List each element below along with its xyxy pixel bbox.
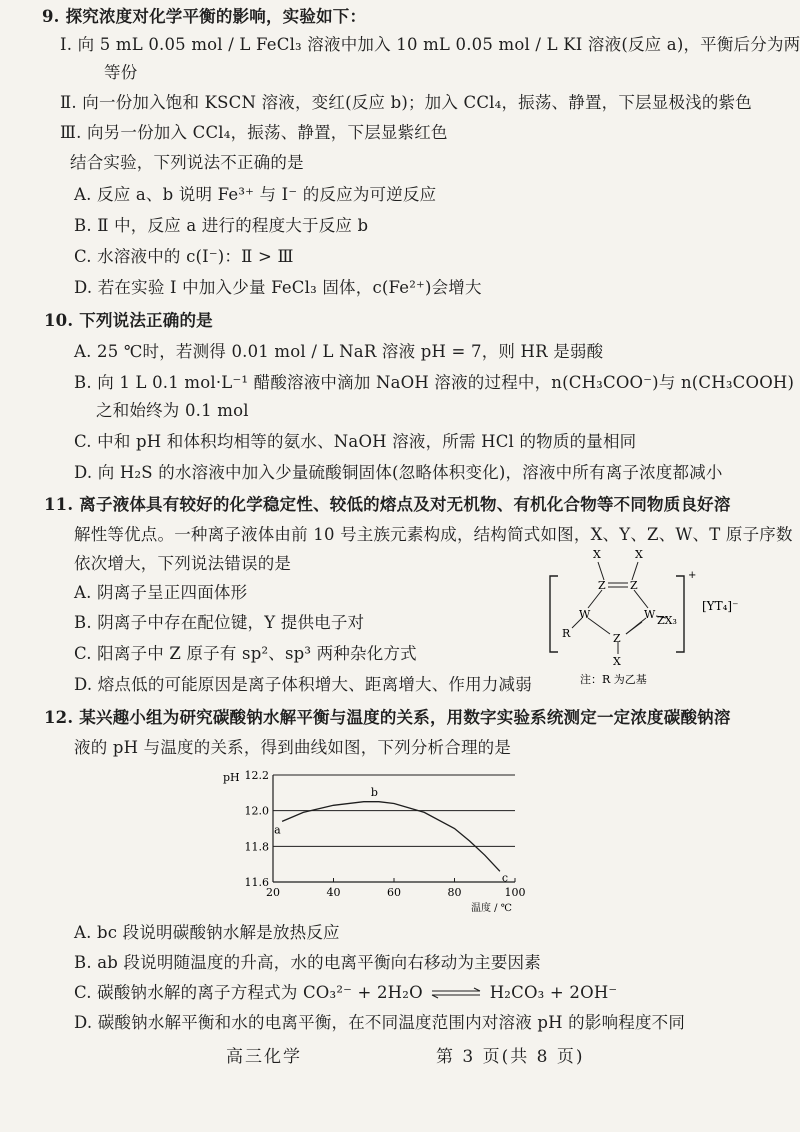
q9-option-c: C. 水溶液中的 c(I⁻)：Ⅱ > Ⅲ (74, 247, 294, 266)
chart-gridlines (273, 775, 515, 885)
equilibrium-arrow-icon (428, 983, 484, 1005)
q9-stem: 9. 探究浓度对化学平衡的影响，实验如下： (42, 7, 367, 26)
q12-option-b: B. ab 段说明随温度的升高，水的电离平衡向右移动为主要因素 (74, 953, 541, 972)
q10-option-b-cont: 之和始终为 0.1 mol (96, 401, 249, 420)
q9-option-d: D. 若在实验 Ⅰ 中加入少量 FeCl₃ 固体，c(Fe²⁺)会增大 (74, 278, 482, 297)
x-tick-label: 80 (447, 886, 462, 899)
ph-temperature-chart (215, 765, 535, 915)
footer-subject: 高三化学 (226, 1047, 302, 1067)
q10-option-b: B. 向 1 L 0.1 mol·L⁻¹ 醋酸溶液中滴加 NaOH 溶液的过程中，n(CH₃COO⁻)与 n(CH₃COOH) (74, 373, 795, 392)
left-bracket (550, 576, 558, 652)
chart-xlabel: 温度 / ℃ (471, 903, 512, 914)
q11-option-d: D. 熔点低的可能原因是离子体积增大、距离增大、作用力减弱 (74, 675, 532, 694)
y-tick-label: 11.6 (244, 876, 269, 889)
chart-ylabel: pH (223, 771, 240, 784)
q11-stem: 11. 离子液体具有较好的化学稳定性、较低的熔点及对无机物、有机化合物等不同物质良好溶 (44, 495, 731, 514)
y-tick-label: 11.8 (244, 840, 269, 854)
q12-option-c (74, 982, 617, 1005)
right-bracket (676, 576, 684, 652)
bond-z-x-left (598, 562, 604, 580)
ph-curve (282, 802, 500, 872)
q9-step1: Ⅰ. 向 5 mL 0.05 mol / L FeCl₃ 溶液中加入 10 mL 0.05 mol / L KI 溶液(反应 a)，平衡后分为两 (60, 35, 800, 54)
q12-stem: 12. 某兴趣小组为研究碳酸钠水解平衡与温度的关系，用数字实验系统测定一定浓度碳酸钠溶 (44, 708, 731, 727)
bond-w-z-left (588, 618, 610, 634)
x-tick-label: 40 (326, 886, 341, 899)
atom-r: R (562, 627, 571, 640)
point-label-b: b (370, 785, 378, 799)
q12-option-c-right: H₂CO₃ + 2OH⁻ (489, 983, 618, 1002)
q10-option-c: C. 中和 pH 和体积均相等的氨水、NaOH 溶液，所需 HCl 的物质的量相同 (74, 432, 637, 451)
q12-stem-cont: 液的 pH 与温度的关系，得到曲线如图，下列分析合理的是 (74, 738, 512, 757)
q12-option-c-left: C. 碳酸钠水解的离子方程式为 CO₃²⁻ + 2H₂O (74, 983, 423, 1002)
x-tick-label: 20 (266, 886, 280, 899)
bond-z-x-right (632, 562, 638, 580)
q12-option-d: D. 碳酸钠水解平衡和水的电离平衡，在不同温度范围内对溶液 pH 的影响程度不同 (74, 1013, 686, 1032)
atom-x-top-left: X (593, 548, 601, 561)
atom-z-bottom: Z (613, 632, 621, 645)
q9-step1-cont: 等份 (104, 63, 138, 82)
chart-axes (273, 775, 515, 885)
structure-note: 注：R 为乙基 (580, 673, 647, 686)
anion-formula: [YT₄]⁻ (702, 599, 739, 613)
bond-z-w-right (634, 590, 648, 608)
y-tick-label: 12.2 (244, 769, 269, 782)
point-label-a: a (274, 823, 281, 837)
q9-step2: Ⅱ. 向一份加入饱和 KSCN 溶液，变红(反应 b)；加入 CCl₄，振荡、静置，下层显极浅的紫色 (60, 93, 752, 112)
ionic-liquid-structure (540, 548, 780, 688)
x-tick-label: 100 (504, 886, 526, 899)
q11-stem-cont2: 依次增大，下列说法错误的是 (74, 554, 292, 573)
footer-page-number: 第 3 页(共 8 页) (436, 1047, 585, 1067)
q12-option-a: A. bc 段说明碳酸钠水解是放热反应 (74, 923, 340, 942)
atom-w-left: W (579, 608, 591, 621)
group-zx3: ZX₃ (657, 614, 677, 627)
atom-z-top-right: Z (630, 579, 638, 592)
q11-option-b: B. 阴离子中存在配位键，Y 提供电子对 (74, 613, 365, 632)
q9-option-a: A. 反应 a、b 说明 Fe³⁺ 与 I⁻ 的反应为可逆反应 (74, 185, 437, 204)
atom-z-top-left: Z (598, 579, 606, 592)
q11-stem-cont1: 解性等优点。一种离子液体由前 10 号主族元素构成，结构简式如图，X、Y、Z、W、T 原子序数 (74, 525, 793, 544)
q9-step3: Ⅲ. 向另一份加入 CCl₄，振荡、静置，下层显紫红色 (60, 123, 448, 142)
q10-option-d: D. 向 H₂S 的水溶液中加入少量硫酸铜固体(忽略体积变化)，溶液中所有离子浓度都减小 (74, 463, 723, 482)
q11-option-c: C. 阳离子中 Z 原子有 sp²、sp³ 两种杂化方式 (74, 644, 417, 663)
x-tick-label: 60 (387, 886, 401, 899)
q9-prompt: 结合实验，下列说法不正确的是 (70, 153, 304, 172)
cation-charge: + (688, 570, 697, 581)
q10-stem: 10. 下列说法正确的是 (44, 311, 213, 330)
chart-point-labels (274, 786, 508, 885)
point-label-c: c (501, 871, 509, 885)
q10-option-a: A. 25 ℃时，若测得 0.01 mol / L NaR 溶液 pH = 7，则 HR 是弱酸 (74, 342, 604, 361)
bond-z-w-left (588, 590, 602, 608)
bond-w-z-right-double (626, 622, 642, 634)
chart-tick-labels (245, 769, 526, 899)
atom-x-bottom: X (613, 655, 621, 668)
q9-option-b: B. Ⅱ 中，反应 a 进行的程度大于反应 b (74, 216, 369, 235)
q11-option-a: A. 阴离子呈正四面体形 (74, 583, 248, 602)
atom-x-top-right: X (635, 548, 643, 561)
atom-w-right: W (644, 608, 656, 621)
y-tick-label: 12.0 (244, 804, 269, 818)
